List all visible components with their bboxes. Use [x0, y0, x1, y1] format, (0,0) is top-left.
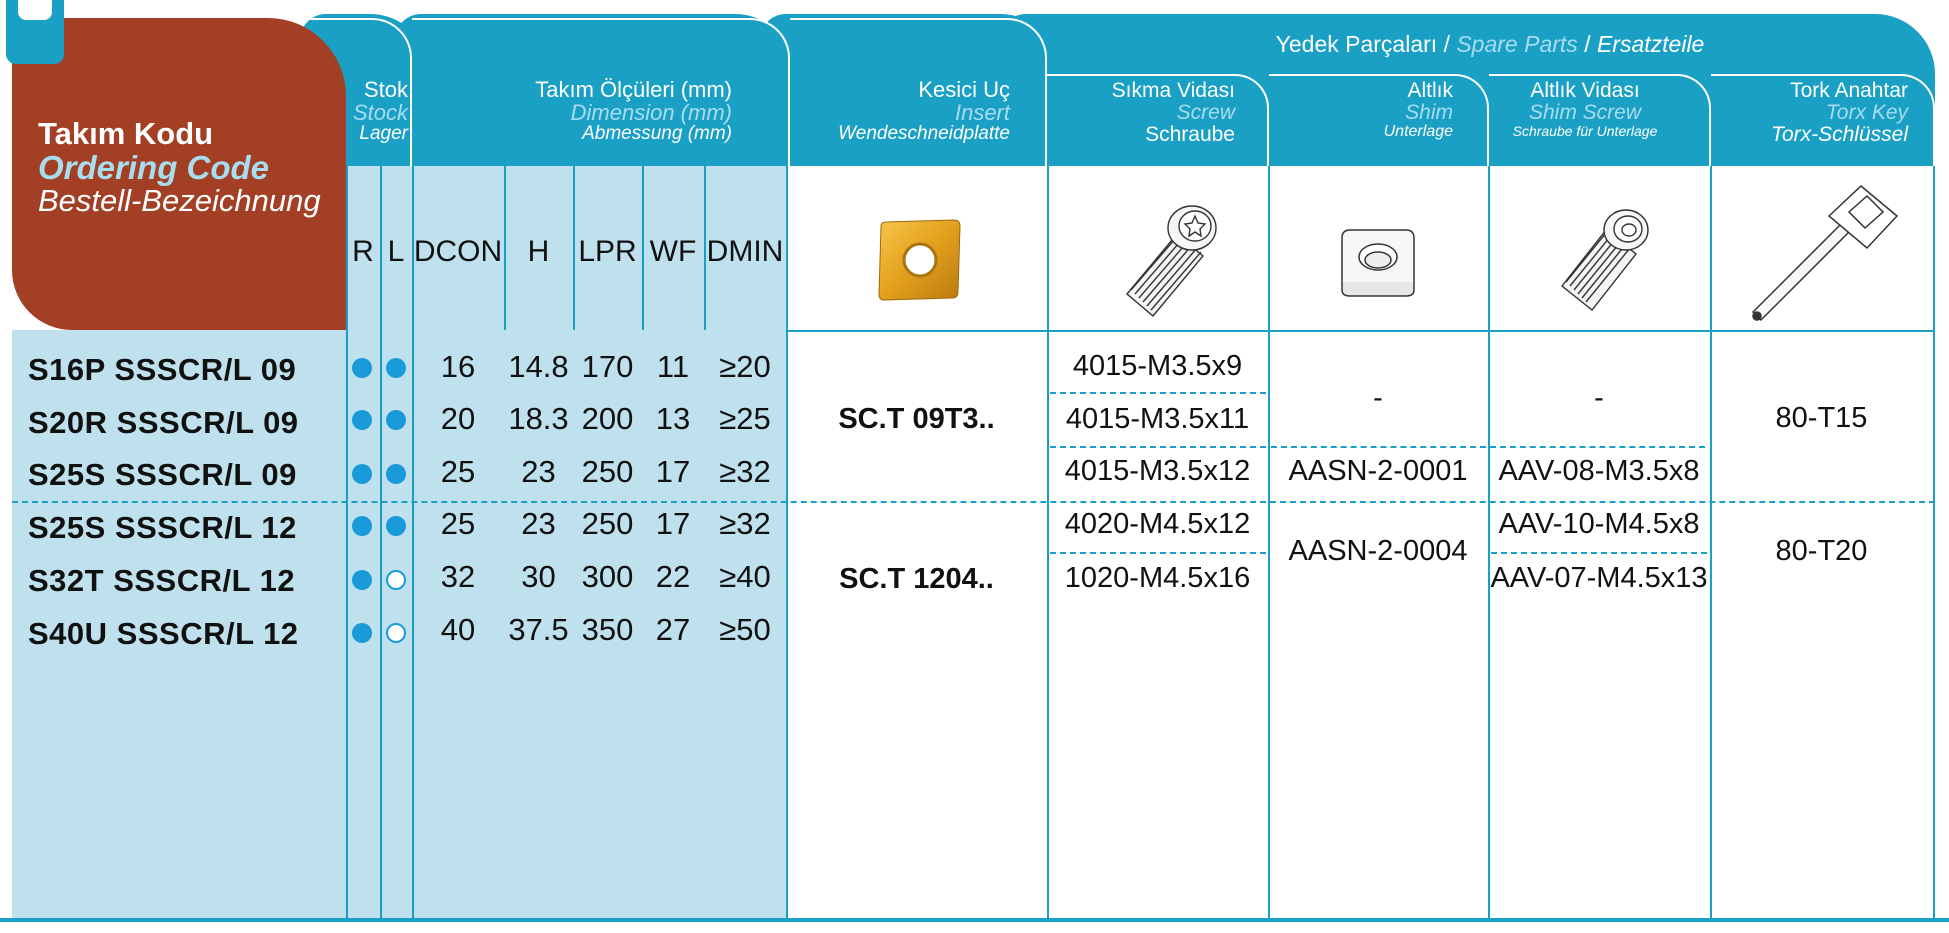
grid-v — [380, 166, 382, 918]
h-value: 37.5 — [508, 612, 569, 647]
wf-value: 17 — [655, 454, 691, 489]
stock-r-dot — [352, 410, 372, 430]
shim-screw-code: AAV-07-M4.5x13 — [1490, 562, 1708, 594]
shim-title: Altlık Shim Unterlage — [1383, 79, 1453, 141]
insert-title: Kesici Uç Insert Wendeschneidplatte — [838, 77, 1010, 145]
subheader-r: R — [352, 235, 374, 268]
dcon-value: 40 — [440, 612, 476, 647]
grid-v — [346, 166, 348, 918]
subheader-wf: WF — [649, 235, 697, 268]
shimscrew-title: Altlık Vidası Shim Screw Schraube für Unterlage — [1512, 79, 1658, 140]
dmin-value: ≥40 — [719, 559, 771, 594]
torx-key-code: 80-T15 — [1775, 402, 1868, 434]
screw-image — [1105, 198, 1225, 323]
stock-l-dot — [386, 570, 406, 590]
stock-r-dot — [352, 570, 372, 590]
ordering-code-title: Takım Kodu Ordering Code Bestell-Bezeichnung — [38, 116, 321, 219]
grid-v — [1933, 166, 1935, 918]
dmin-value: ≥50 — [719, 612, 771, 647]
lpr-value: 350 — [581, 612, 634, 647]
lpr-value: 250 — [581, 506, 634, 541]
screw-code: 4015-M3.5x9 — [1072, 350, 1243, 382]
stock-r-dot — [352, 464, 372, 484]
shim-screw-code: - — [1594, 382, 1604, 414]
stock-r-dot — [352, 623, 372, 643]
wf-value: 22 — [655, 559, 691, 594]
grid-v — [786, 166, 788, 918]
shim-code: AASN-2-0004 — [1288, 535, 1468, 567]
torx-title: Tork Anahtar Torx Key Torx-Schlüssel — [1771, 79, 1908, 147]
lpr-value: 250 — [581, 454, 634, 489]
subheader-dmin: DMIN — [706, 235, 784, 268]
insert-code: SC.T 09T3.. — [838, 403, 995, 435]
dmin-value: ≥32 — [719, 506, 771, 541]
ordering-code: S20R SSSCR/L 09 — [28, 405, 299, 440]
subheader-lpr: LPR — [578, 235, 637, 268]
lpr-value: 300 — [581, 559, 634, 594]
torx-key-code: 80-T20 — [1775, 535, 1868, 567]
shimscrew-row-separator — [1491, 552, 1707, 554]
ordering-code: S25S SSSCR/L 09 — [28, 457, 297, 492]
shim-row-separator — [1271, 446, 1705, 448]
subheader-dcon: DCON — [413, 235, 503, 268]
h-value: 30 — [521, 559, 556, 594]
h-value: 14.8 — [508, 349, 569, 384]
shim-screw-image — [1546, 200, 1666, 323]
lpr-value: 170 — [581, 349, 634, 384]
shim-screw-code: AAV-10-M4.5x8 — [1498, 508, 1700, 540]
grid-h-bottom — [0, 918, 1949, 922]
stock-title: Stok Stock Lager — [352, 77, 408, 145]
subheader-l: L — [387, 235, 405, 268]
screw-row-separator — [1050, 552, 1266, 554]
h-value: 18.3 — [508, 401, 569, 436]
ordering-code: S16P SSSCR/L 09 — [28, 352, 297, 387]
screw-row-separator — [1050, 446, 1266, 448]
dmin-value: ≥25 — [719, 401, 771, 436]
insert-code: SC.T 1204.. — [839, 563, 994, 595]
grid-v — [412, 166, 414, 918]
screw-row-separator — [1050, 392, 1266, 394]
shim-screw-code: AAV-08-M3.5x8 — [1498, 455, 1700, 487]
dmin-value: ≥20 — [719, 349, 771, 384]
grid-v — [1047, 166, 1049, 918]
ordering-code: S40U SSSCR/L 12 — [28, 616, 299, 651]
dcon-value: 25 — [440, 506, 476, 541]
dcon-value: 20 — [440, 401, 476, 436]
shim-code: AASN-2-0001 — [1288, 455, 1468, 487]
group-separator — [12, 501, 1935, 503]
stock-r-dot — [352, 516, 372, 536]
dcon-value: 32 — [440, 559, 476, 594]
stock-r-dot — [352, 358, 372, 378]
lpr-value: 200 — [581, 401, 634, 436]
shim-code: - — [1373, 382, 1383, 414]
wf-value: 17 — [655, 506, 691, 541]
subheader-h: H — [527, 235, 550, 268]
screw-code: 1020-M4.5x16 — [1064, 562, 1251, 594]
dcon-value: 16 — [440, 349, 476, 384]
torx-key-image — [1745, 180, 1905, 335]
screw-title: Sıkma Vidası Screw Schraube — [1111, 79, 1235, 147]
screw-code: 4015-M3.5x11 — [1065, 403, 1250, 435]
ordering-code: S32T SSSCR/L 12 — [28, 563, 296, 598]
insert-image — [876, 216, 962, 307]
stock-l-dot — [386, 623, 406, 643]
stock-l-dot — [386, 410, 406, 430]
stock-l-dot — [386, 516, 406, 536]
grid-v — [1488, 166, 1490, 918]
shim-image — [1336, 226, 1420, 307]
stock-l-dot — [386, 358, 406, 378]
dcon-value: 25 — [440, 454, 476, 489]
screw-code: 4020-M4.5x12 — [1064, 508, 1251, 540]
ordering-code: S25S SSSCR/L 12 — [28, 510, 297, 545]
dimension-title: Takım Ölçüleri (mm) Dimension (mm) Abmessung (mm) — [535, 77, 732, 145]
h-value: 23 — [521, 454, 556, 489]
corner-tab-inner — [18, 0, 52, 20]
wf-value: 27 — [655, 612, 691, 647]
h-value: 23 — [521, 506, 556, 541]
wf-value: 13 — [655, 401, 691, 436]
spare-parts-title: Yedek Parçaları / Spare Parts / Ersatzteile — [1275, 31, 1705, 57]
dmin-value: ≥32 — [719, 454, 771, 489]
wf-value: 11 — [656, 349, 690, 384]
screw-code: 4015-M3.5x12 — [1064, 455, 1251, 487]
stock-l-dot — [386, 464, 406, 484]
